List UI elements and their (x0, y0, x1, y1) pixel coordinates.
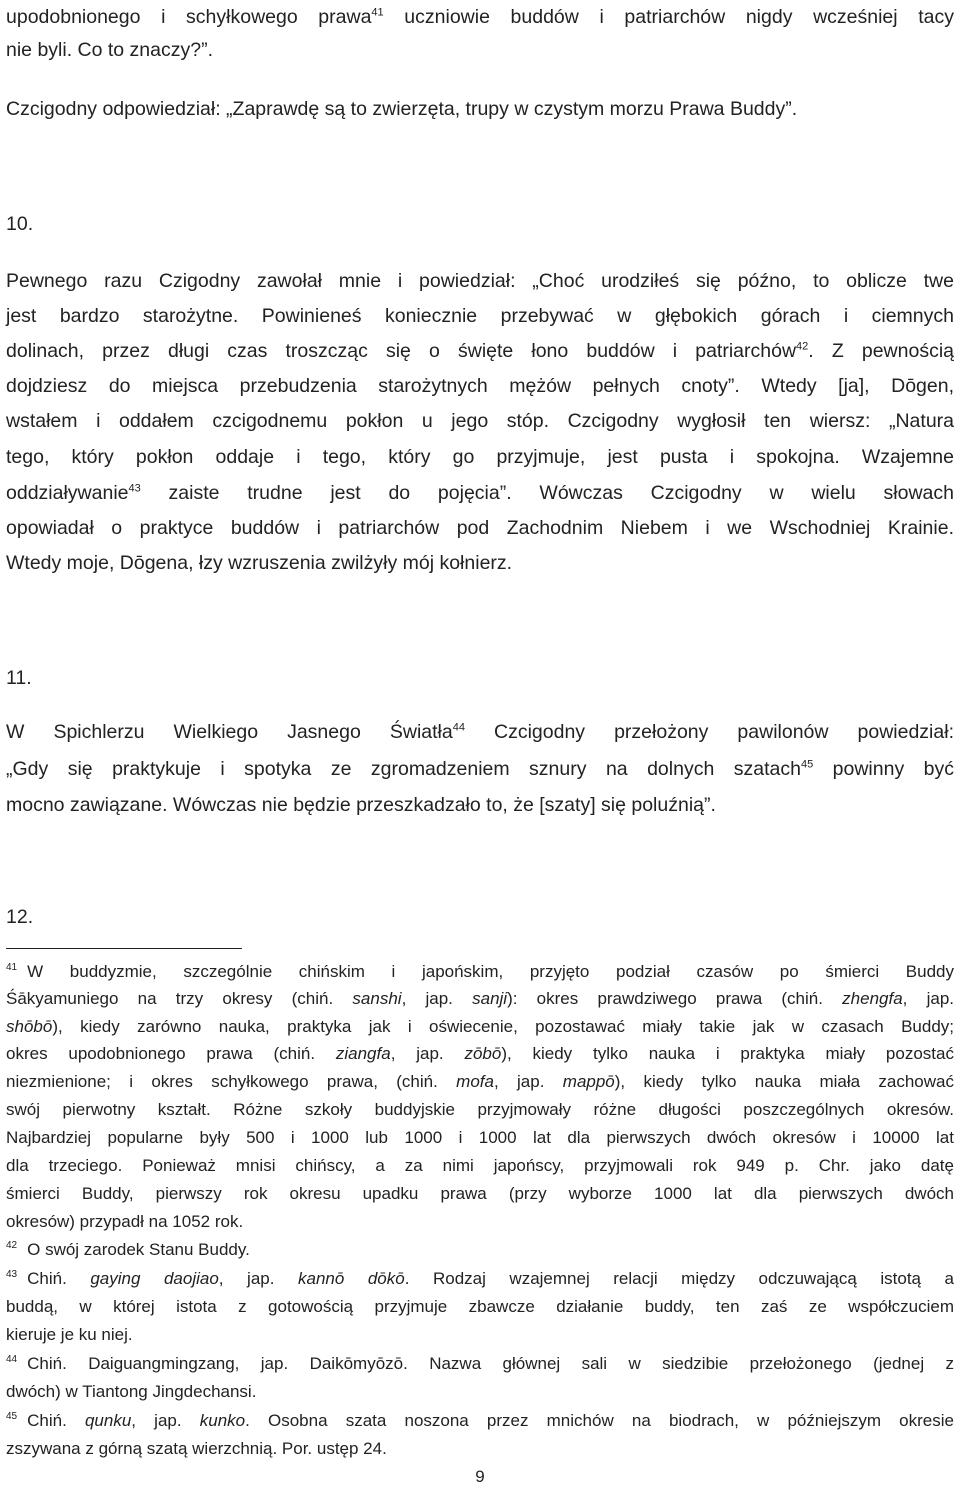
body-line: Pewnego razu Czigodny zawołał mnie i powiedział: „Choć urodziłeś się późno, to oblicze twe (6, 270, 954, 292)
footnote-number: 42 (6, 1240, 18, 1252)
footnote-line: $^{43}$ Chiń. gaying daojiao, jap. kannō dōkō. Rodzaj wzajemnej relacji między odczuwającą istotą a (6, 1269, 954, 1288)
footnote-line: $^{42}$ O swój zarodek Stanu Buddy. (6, 1240, 250, 1259)
footnote-ref: 41 (371, 6, 384, 19)
footnote-line: dwóch) w Tiantong Jingdechansi. (6, 1382, 257, 1401)
body-line: dolinach, przez długi czas troszcząc się o święte łono buddów i patriarchów$^{42}$. Z pewnością (6, 340, 955, 362)
body-line: wstałem i oddałem czcigodnemu pokłon u jego stóp. Czcigodny wygłosił ten wiersz: „Natura (6, 410, 954, 432)
body-line: mocno zawiązane. Wówczas nie będzie przeszkadzało to, że [szaty] się poluźnią”. (6, 794, 716, 816)
body-line: Wtedy moje, Dōgena, łzy wzruszenia zwilżyły mój kołnierz. (6, 552, 513, 574)
body-line: upodobnionego i schyłkowego prawa$^{41}$ uczniowie buddów i patriarchów nigdy wcześniej tacy (6, 6, 954, 28)
body-line: Czcigodny odpowiedział: „Zaprawdę są to zwierzęta, trupy w czystym morzu Prawa Buddy”. (6, 98, 798, 120)
footnote-number: 43 (6, 1269, 18, 1281)
footnote-line: shōbō), kiedy zarówno nauka, praktyka jak i oświecenie, pozostawać miały takie jak w czasach Buddy; (6, 1017, 954, 1036)
section-number: 11. (6, 667, 32, 689)
footnote-line: Najbardziej popularne były 500 i 1000 lub 1000 i 1000 lat dla pierwszych dwóch okresów i 10000 lat (6, 1128, 954, 1147)
footnote-ref: 44 (452, 721, 465, 734)
body-line: jest bardzo starożytne. Powinieneś koniecznie przebywać w głębokich górach i ciemnych (6, 305, 954, 327)
footnote-line: $^{45}$ Chiń. qunku, jap. kunko. Osobna szata noszona przez mnichów na biodrach, w późniejszym okresie (6, 1411, 954, 1430)
footnote-line: $^{41}$ W buddyzmie, szczególnie chińskim i japońskim, przyjęto podział czasów po śmierci Buddy (6, 962, 954, 981)
footnote-line: niezmienione; i okres schyłkowego prawa, (chiń. mofa, jap. mappō), kiedy tylko nauka miała zachować (6, 1072, 954, 1091)
footnote-line: zszywana z górną szatą wierzchnią. Por. ustęp 24. (6, 1439, 387, 1458)
footnote-line: śmierci Buddy, pierwszy rok okresu upadku prawa (przy wyborze 1000 lat dla pierwszych dwóch (6, 1184, 954, 1203)
footnote-line: swój pierwotny kształt. Różne szkoły buddyjskie przyjmowały różne długości poszczególnych okresów. (6, 1100, 954, 1119)
footnote-line: kieruje je ku niej. (6, 1325, 133, 1344)
body-line: nie byli. Co to znaczy?”. (6, 39, 214, 61)
footnote-number: 45 (6, 1411, 18, 1423)
footnote-line: $^{44}$ Chiń. Daiguangmingzang, jap. Daikōmyōzō. Nazwa głównej sali w siedzibie przełożonego (jednej z (6, 1354, 954, 1373)
page-number: 9 (475, 1467, 485, 1486)
body-line: oddziaływanie$^{43}$ zaiste trudne jest do pojęcia”. Wówczas Czcigodny w wielu słowach (6, 482, 954, 504)
footnote-ref: 43 (128, 482, 141, 495)
section-number: 10. (6, 213, 34, 235)
body-line: tego, który pokłon oddaje i tego, który go przyjmuje, jest pusta i spokojna. Wzajemne (6, 446, 954, 468)
footnote-ref: 42 (796, 340, 809, 353)
footnote-ref: 45 (800, 758, 814, 771)
body-line: opowiadał o praktyce buddów i patriarchów pod Zachodnim Niebem i we Wschodniej Krainie. (6, 517, 954, 539)
footnote-line: Śākyamuniego na trzy okresy (chiń. sanshi, jap. sanji): okres prawdziwego prawa (chiń. zhengfa, jap. (6, 989, 954, 1008)
footnote-line: okres upodobnionego prawa (chiń. ziangfa, jap. zōbō), kiedy tylko nauka i praktyka miały pozostać (6, 1044, 954, 1063)
footnote-line: dla trzeciego. Ponieważ mnisi chińscy, a za nimi japońscy, przyjmowali rok 949 p. Chr. jako datę (6, 1156, 954, 1175)
body-line: „Gdy się praktykuje i spotyka ze zgromadzeniem sznury na dolnych szatach$^{45}$ powinny być (6, 758, 954, 780)
footnote-separator (6, 948, 242, 949)
footnote-line: buddą, w której istota z gotowością przyjmuje zbawcze działanie buddy, ten zaś ze współczuciem (6, 1297, 954, 1316)
body-line: dojdziesz do miejsca przebudzenia starożytnych mężów pełnych cnoty”. Wtedy [ja], Dōgen, (6, 375, 954, 397)
footnote-line: okresów) przypadł na 1052 rok. (6, 1212, 244, 1231)
footnote-number: 44 (6, 1354, 18, 1366)
body-line: W Spichlerzu Wielkiego Jasnego Światła$^{44}$ Czcigodny przełożony pawilonów powiedział: (6, 721, 954, 743)
footnote-number: 41 (6, 962, 18, 974)
section-number: 12. (6, 906, 34, 928)
